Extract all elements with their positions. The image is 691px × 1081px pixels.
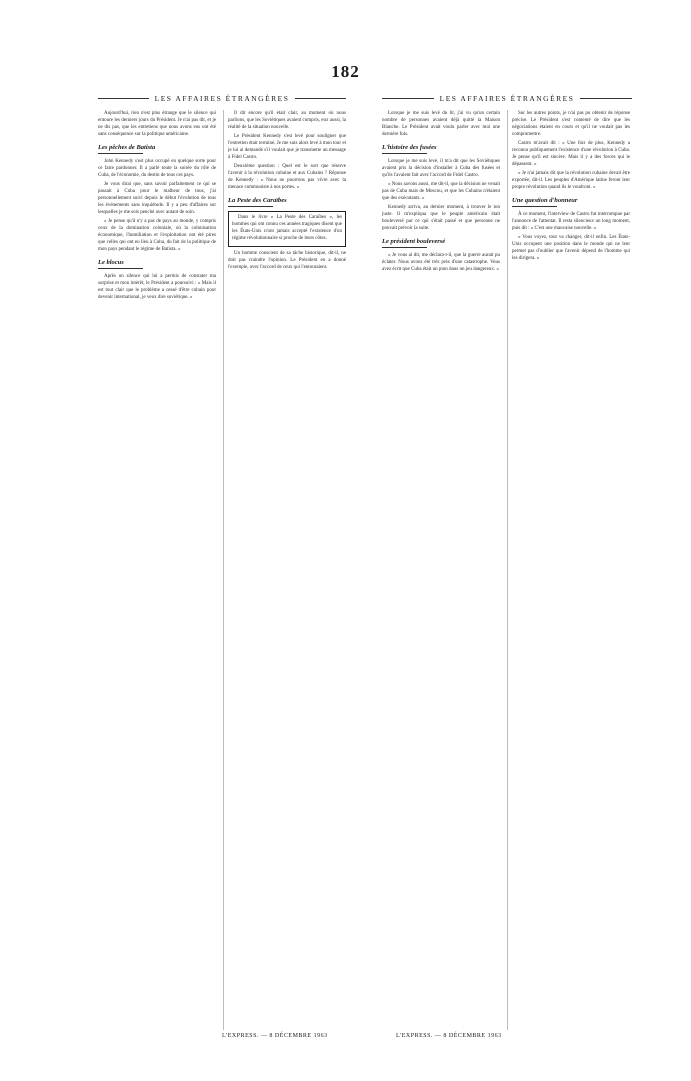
- footer-right: L'EXPRESS. — 8 DÉCEMBRE 1963: [396, 1033, 502, 1039]
- running-header-left: [98, 92, 346, 104]
- paragraph: « Je vous ai dit, me déclara-t-il, que la guerre aurait pu éclater. Nous avons été très près d'une catastrophe. Vous avez écrit que Cuba était un pion dans un jeu dangereux. »: [382, 253, 500, 272]
- paragraph: Lorsque je me suis levé du lit, j'ai vu qu'un certain nombre de personnes avaient déjà quitté la Maison Blanche. Le Président avait voulu parler avec moi une dernière fois.: [382, 111, 500, 137]
- article-column-1: [98, 110, 216, 1030]
- paragraph: Après un silence qui lui a permis de constater ma surprise et mon intérêt, le Président a poursuivi : « Mais il est tout clair que le problème a cessé d'être cubain pour devenir international, je veux dire soviétique. »: [98, 274, 216, 300]
- paragraph: John Kennedy s'est plus occupé en quelque sorte pour ce faire pardonner. Il a parlé toute la soirée du rôle de Cuba, de l'économie, du destin de tous ces pays.: [98, 159, 216, 178]
- paragraph: Deuxième question : Quel est le sort que réserve l'avenir à la révolution cubaine et aux Cubains ? Réponse de Kennedy : « Nous ne pourrons pas vivre avec la menace communiste à nos portes. »: [228, 164, 346, 190]
- paragraph: « Je n'ai jamais dit que la révolution cubaine devait être exportée, dit-il. Les peuples d'Amérique latine feront leur propre révolution quand ils le voudront. »: [512, 171, 630, 190]
- paragraph: Lorsque je me suis levé, il m'a dit que les Soviétiques avaient pris la décision d'installer à Cuba des fusées et qu'ils l'avaient fait avec l'accord de Fidel Castro.: [382, 159, 500, 178]
- paragraph: Castro m'avait dit : « Une fois de plus, Kennedy a reconnu publiquement l'existence d'une révolution à Cuba. Je pense qu'il est sincère. Mais il y a des forces qui le dépassent. »: [512, 141, 630, 167]
- paragraph: Je vous dirai que, sans savoir parfaitement ce qui se passait à Cuba pour le malheur de tous, j'ai personnellement suivi depuis le début l'évolution de tous les événements sans inquiétude. Il y a peu d'affaires sur lesquelles je me sois penché avec autant de soin.: [98, 182, 216, 215]
- section-heading: Le blocus: [98, 258, 216, 269]
- column-divider: [507, 110, 508, 1030]
- header-title: LES AFFAIRES ÉTRANGÈRES: [439, 93, 575, 103]
- article-column-3: [382, 110, 500, 1030]
- section-heading: La Peste des Caraïbes: [228, 196, 346, 207]
- paragraph: À ce moment, l'interview de Castro fut interrompue par l'annonce de l'attentat. Il resta silencieux un long moment, puis dit : « C'est une mauvaise nouvelle. »: [512, 212, 630, 231]
- header-rule: [295, 98, 346, 99]
- article-column-2: [228, 110, 346, 1030]
- paragraph: Il dit encore qu'il était clair, au moment où nous parlions, que les Soviétiques avaient compris, eux aussi, la réalité de la situation nouvelle.: [228, 111, 346, 130]
- boxed-excerpt: [228, 211, 346, 247]
- header-rule: [580, 98, 632, 99]
- page-number: 182: [331, 62, 360, 81]
- paragraph: Aujourd'hui, rien n'est plus étrange que le silence qui entoure les derniers jours du Président. Je n'ai pas dit, et je ne dis pas, que les entretiens que nous avons eus ont été sans conséquence sur la politique américaine.: [98, 111, 216, 137]
- footer-left: L'EXPRESS. — 8 DÉCEMBRE 1963: [222, 1033, 328, 1039]
- section-heading: Une question d'honneur: [512, 196, 630, 207]
- paragraph: Un homme conscient de sa tâche historique, dit-il, ne doit pas craindre l'opinion. Le Président en a donné l'exemple, avec l'accord de ceux qui l'entouraient.: [228, 251, 346, 270]
- paragraph: « Nous savons aussi, me dit-il, que la décision ne venait pas de Cuba mais de Moscou, et que les Cubains n'étaient que des exécutants. »: [382, 182, 500, 201]
- paragraph: Kennedy arriva, au dernier moment, à trouver le ton juste. Il m'expliqua que le peuple américain était bouleversé par ce qui s'était passé et que personne ne pouvait prévoir la suite.: [382, 205, 500, 231]
- header-rule: [382, 98, 434, 99]
- article-column-4: [512, 110, 630, 1030]
- column-divider: [223, 110, 224, 1030]
- section-heading: Le président bouleversé: [382, 237, 500, 248]
- header-rule: [98, 98, 149, 99]
- paragraph: Le Président Kennedy s'est levé pour souligner que l'entretien était terminé. Je me suis alors levé à mon tour et je lui ai demandé s'il voulait que je transmette un message à Fidel Castro.: [228, 134, 346, 160]
- header-title: LES AFFAIRES ÉTRANGÈRES: [154, 93, 290, 103]
- running-header-right: [382, 92, 632, 104]
- paragraph: Sur les autres points, je n'ai pas pu obtenir de réponse précise. Le Président s'est contenté de dire que les négociations étaient en cours et qu'il ne voulait pas les compromettre.: [512, 111, 630, 137]
- paragraph: Dans le livre « La Peste des Caraïbes », les hommes qui ont connu ces années tragiques disent que les États-Unis n'ont jamais accepté l'existence d'un régime révolutionnaire si proche de leurs côtes.: [232, 215, 342, 241]
- paragraph: « Je pense qu'il n'y a pas de pays au monde, y compris ceux de la domination coloniale, où la colonisation économique, l'humiliation et l'exploitation ont été pires que celles qui ont eu lieu à Cuba, du fait de la politique de mon pays pendant le régime de Batista. »: [98, 219, 216, 252]
- paragraph: « Vous voyez, tout va changer, dit-il enfin. Les États-Unis occupent une position dans le monde qui ne leur permet pas d'oublier que l'avenir dépend de l'homme qui les dirigera. »: [512, 235, 630, 261]
- section-heading: L'histoire des fusées: [382, 143, 500, 154]
- section-heading: Les pêches de Batista: [98, 143, 216, 154]
